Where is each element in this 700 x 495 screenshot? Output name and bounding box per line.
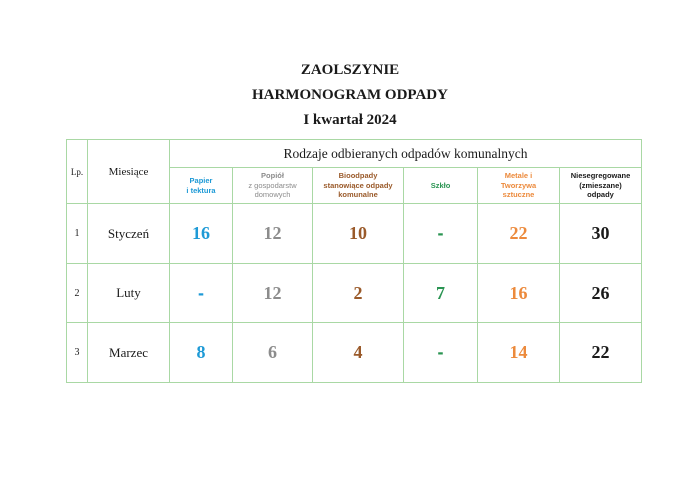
month-name: Styczeń <box>88 204 170 264</box>
schedule-table <box>66 139 642 383</box>
value-szklo: - <box>404 323 478 383</box>
value-metale: 16 <box>478 264 560 323</box>
value-szklo: - <box>404 204 478 264</box>
category-metale <box>478 168 560 204</box>
category-papier <box>170 168 233 204</box>
category-papier-label: Papier i tektura <box>186 176 216 195</box>
document-title <box>0 58 700 133</box>
value-popiol: 12 <box>233 264 313 323</box>
waste-types-header: Rodzaje odbieranych odpadów komunalnych <box>170 140 642 168</box>
table-row <box>67 323 642 383</box>
category-niesegregowane-label: Niesegregowane (zmieszane) odpady <box>570 171 631 200</box>
value-niesegregowane: 30 <box>560 204 642 264</box>
title-village: ZAOLSZYNIE <box>300 62 400 78</box>
value-bio: 10 <box>313 204 404 264</box>
value-metale: 22 <box>478 204 560 264</box>
category-szklo <box>404 168 478 204</box>
category-popiol-sub: z gospodarstw domowych <box>248 180 297 200</box>
category-popiol-label: Popiół <box>261 171 284 181</box>
value-metale: 14 <box>478 323 560 383</box>
months-header: Miesiące <box>88 140 170 204</box>
month-name: Luty <box>88 264 170 323</box>
header-row-top <box>67 140 642 168</box>
value-niesegregowane: 22 <box>560 323 642 383</box>
category-szklo-label: Szkło <box>430 180 451 190</box>
value-papier: - <box>170 264 233 323</box>
value-szklo: 7 <box>404 264 478 323</box>
category-niesegregowane <box>560 168 642 204</box>
table-row <box>67 264 642 323</box>
category-bio <box>313 168 404 204</box>
category-popiol <box>233 168 313 204</box>
value-niesegregowane: 26 <box>560 264 642 323</box>
row-number: 3 <box>67 323 88 383</box>
value-papier: 8 <box>170 323 233 383</box>
table-row <box>67 204 642 264</box>
value-papier: 16 <box>170 204 233 264</box>
title-schedule: HARMONOGRAM ODPADY <box>252 87 448 103</box>
title-quarter: I kwartał 2024 <box>303 112 397 128</box>
value-popiol: 6 <box>233 323 313 383</box>
month-name: Marzec <box>88 323 170 383</box>
row-number: 2 <box>67 264 88 323</box>
lp-header: Lp. <box>67 140 88 204</box>
row-number: 1 <box>67 204 88 264</box>
value-popiol: 12 <box>233 204 313 264</box>
value-bio: 2 <box>313 264 404 323</box>
category-metale-label: Metale i Tworzywa sztuczne <box>500 171 537 200</box>
value-bio: 4 <box>313 323 404 383</box>
category-bio-label: Bioodpady stanowiące odpady komunalne <box>323 171 393 200</box>
